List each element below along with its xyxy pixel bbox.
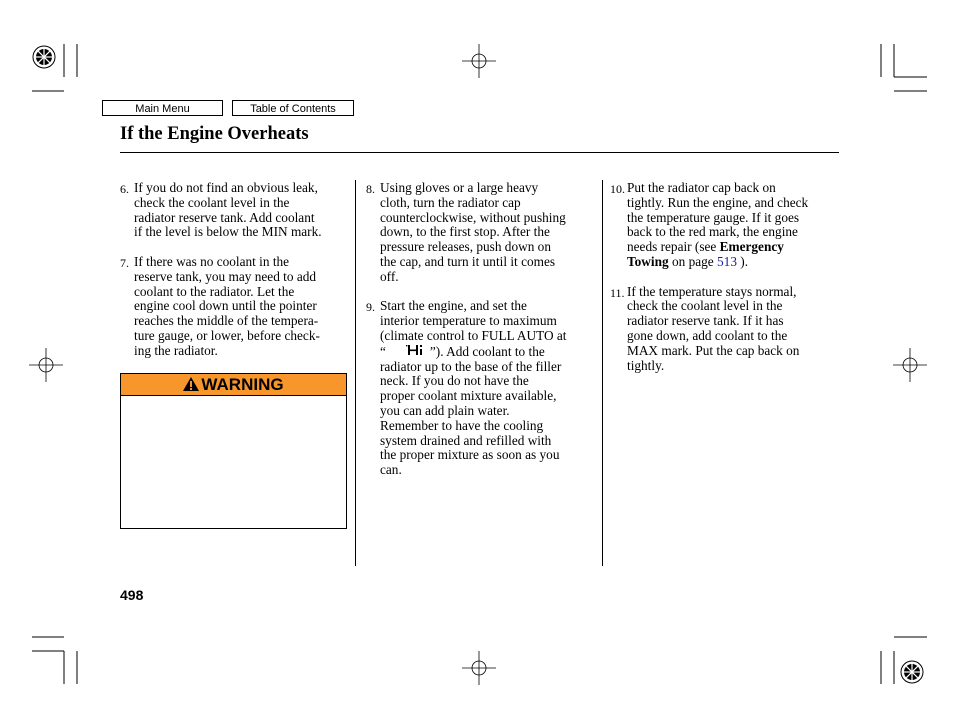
table-of-contents-button[interactable]: Table of Contents (232, 100, 354, 116)
text-line: reserve tank, you may need to add (134, 268, 317, 284)
text-line: radiator up to the base of the filler (380, 358, 562, 374)
text-line: neck. If you do not have the (380, 373, 529, 389)
text-line: radiator reserve tank. If it has (627, 313, 784, 329)
column-2 (366, 181, 598, 478)
text-line: engine cool down until the pointer (134, 298, 317, 314)
text-line: if the level is below the MIN mark. (134, 224, 322, 240)
column-1 (120, 181, 352, 359)
text-line: needs repair (see Emergency (627, 239, 784, 255)
max-heat-icon (386, 344, 430, 357)
emergency-label: Emergency (719, 239, 784, 255)
step-number: 10. (610, 182, 625, 196)
text-line: radiator reserve tank. Add coolant (134, 209, 315, 225)
step-number: 9. (366, 300, 375, 315)
text-line: cloth, turn the radiator cap (380, 194, 521, 210)
text-line: off. (380, 268, 399, 284)
registration-target-icon (33, 46, 55, 68)
step-10 (610, 181, 842, 270)
text-line: the proper mixture as soon as you (380, 447, 560, 463)
registration-target-icon (901, 661, 923, 683)
text-line: ing the radiator. (134, 342, 218, 358)
text-line: you can add plain water. (380, 402, 510, 418)
text-line: Using gloves or a large heavy (380, 180, 539, 195)
text-line: interior temperature to maximum (380, 313, 557, 329)
text-line: If you do not find an obvious leak, (134, 180, 318, 195)
text-line: back to the red mark, the engine (627, 224, 798, 240)
text-line: can. (380, 462, 402, 478)
page-title: If the Engine Overheats (120, 124, 309, 144)
step-7 (120, 255, 352, 359)
text-line-with-icon: “ ”). Add coolant to the (380, 343, 545, 359)
text-line: gone down, add coolant to the (627, 327, 788, 343)
text-line: ture gauge, or lower, before check- (134, 327, 320, 343)
text-line: check the coolant level in the (134, 194, 290, 210)
main-menu-button[interactable]: Main Menu (102, 100, 223, 116)
text-line: Remember to have the cooling (380, 417, 544, 433)
title-rule (120, 152, 839, 153)
column-divider (355, 180, 356, 566)
warning-body (120, 395, 347, 529)
text-line: coolant to the radiator. Let the (134, 283, 295, 299)
text-line: (climate control to FULL AUTO at (380, 327, 567, 343)
text-line: If there was no coolant in the (134, 253, 290, 269)
warning-triangle-icon (183, 377, 199, 391)
step-number: 7. (120, 255, 129, 270)
text-line: MAX mark. Put the cap back on (627, 342, 800, 358)
step-number: 11. (610, 285, 625, 300)
column-3 (610, 181, 842, 373)
text-line: If the temperature stays normal, (627, 283, 797, 299)
text-line: the temperature gauge. If it goes (627, 209, 800, 225)
text-line: Towing on page 513 ). (627, 253, 749, 269)
text-line: reaches the middle of the tempera- (134, 313, 319, 329)
text-line: tightly. (627, 357, 665, 373)
step-8 (366, 181, 598, 285)
warning-label: WARNING (201, 375, 284, 394)
text-line: counterclockwise, without pushing (380, 209, 566, 225)
step-6 (120, 181, 352, 240)
column-divider (602, 180, 603, 566)
step-number: 6. (120, 182, 129, 196)
text-line: proper coolant mixture available, (380, 388, 557, 404)
text-line: Start the engine, and set the (380, 298, 527, 314)
step-number: 8. (366, 182, 375, 196)
page-513-link[interactable]: 513 (717, 253, 737, 269)
warning-header (120, 373, 347, 396)
text-line: Put the radiator cap back on (627, 180, 776, 195)
text-line: tightly. Run the engine, and check (627, 194, 809, 210)
text-line: system drained and refilled with (380, 432, 552, 448)
step-11 (610, 285, 842, 374)
towing-label: Towing (627, 253, 669, 269)
text-line: down, to the first stop. After the (380, 224, 550, 240)
page-number: 498 (120, 587, 144, 603)
text-line: the cap, and turn it until it comes (380, 253, 556, 269)
text-line: check the coolant level in the (627, 298, 783, 314)
step-9 (366, 299, 598, 478)
text-line: pressure releases, push down on (380, 239, 551, 255)
